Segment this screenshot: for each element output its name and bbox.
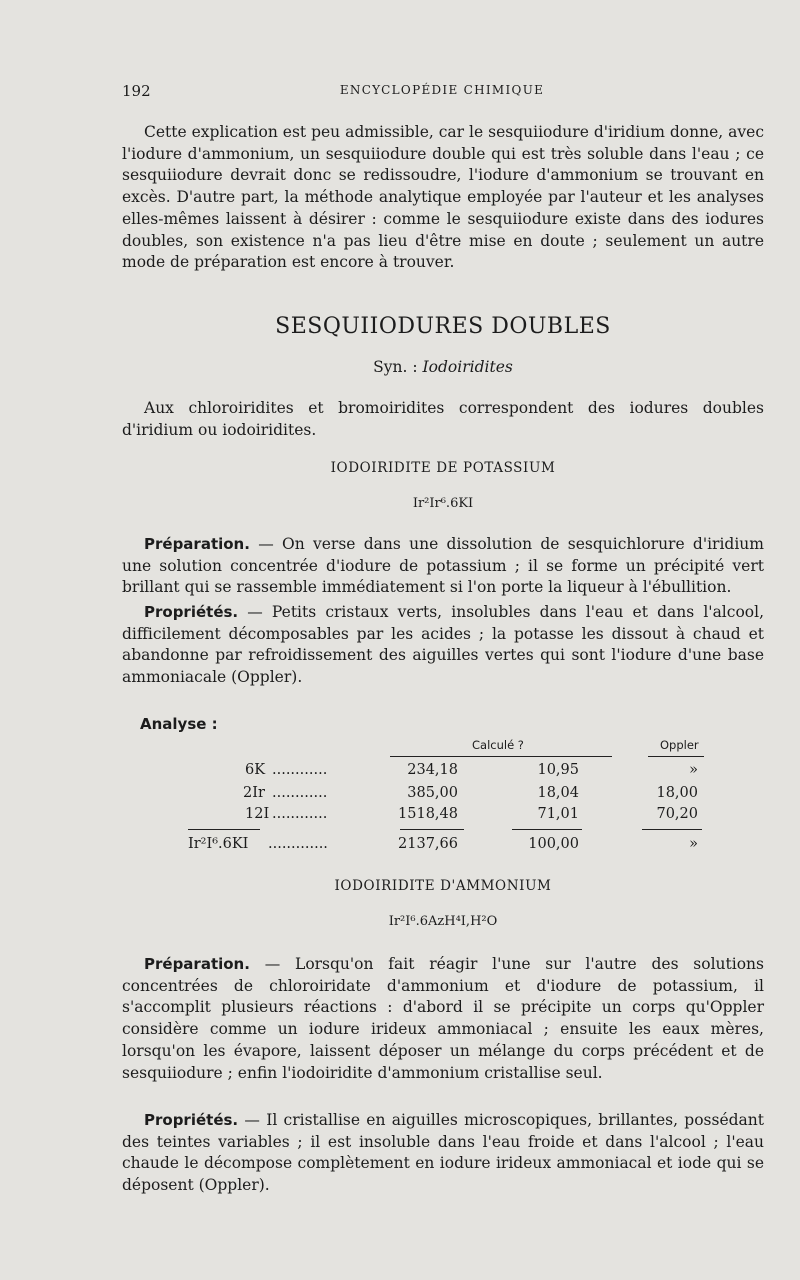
total-element: Ir²I⁶.6KI: [188, 836, 249, 852]
properties-text: — Il cristallise en aiguilles microscopiques, brillantes, possédant des teintes variables ; il est insoluble dans l'eau froide et dans l'alcool ; l'eau chaude le décompose complètement en iodure irideux ammoniacal et iode qui se déposent (Oppler).: [122, 1111, 764, 1195]
calcule-brace-rule: [390, 756, 612, 757]
potassium-properties: [122, 602, 764, 689]
properties-text: — Petits cristaux verts, insolubles dans l'eau et dans l'alcool, difficilement décomposables par les acides ; la potasse les dissout à chaud et abandonne par refroidissement des aiguilles vertes qui sont l'iodure d'une base ammoniacale (Oppler).: [122, 603, 764, 687]
potassium-title: IODOIRIDITE DE POTASSIUM: [330, 460, 556, 476]
potassium-formula: Ir²Ir⁶.6KI: [412, 496, 474, 511]
ammonium-title: IODOIRIDITE D'AMMONIUM: [334, 878, 552, 894]
row-calc: 385,00: [407, 785, 458, 801]
sum-rule-element: [188, 829, 260, 830]
preparation-label: Préparation.: [144, 535, 250, 553]
total-oppler: »: [689, 836, 698, 852]
total-calc: 2137,66: [398, 836, 458, 852]
row-pct: 71,01: [537, 806, 579, 822]
column-header-calcule: Calculé ?: [472, 738, 524, 752]
section-intro: Aux chloroiridites et bromoiridites correspondent des iodures doubles d'iridium ou iodoiridites.: [122, 399, 764, 439]
preparation-label: Préparation.: [144, 955, 250, 973]
row-oppler: »: [689, 762, 698, 778]
row-dots: ............: [272, 762, 328, 778]
total-dots: .............: [268, 836, 328, 852]
page-header: [122, 82, 762, 104]
row-calc: 234,18: [407, 762, 458, 778]
sum-rule-pct: [512, 829, 582, 830]
sum-rule-oppler: [642, 829, 702, 830]
synonym-value: Iodoiridites: [422, 358, 513, 376]
total-pct: 100,00: [528, 836, 579, 852]
potassium-preparation: [122, 534, 764, 599]
properties-label: Propriétés.: [144, 1111, 239, 1129]
ammonium-properties: [122, 1110, 764, 1197]
ammonium-preparation: [122, 954, 764, 1084]
ammonium-formula: Ir²I⁶.6AzH⁴I,H²O: [388, 914, 498, 929]
properties-label: Propriétés.: [144, 603, 239, 621]
synonym-line: [122, 358, 764, 376]
page-number: 192: [122, 82, 151, 100]
section-title: SESQUIIODURES DOUBLES: [275, 314, 611, 339]
intro-paragraph: Cette explication est peu admissible, car le sesquiiodure d'iridium donne, avec l'iodure d'ammonium, un sesquiiodure double qui est très soluble dans l'eau ; ce sesquiiodure devrait donc se redissoudre, l'iodure d'ammonium se trouvant en excès. D'autre part, la méthode analytique employée par l'auteur et les analyses elles-mêmes laissent à désirer : comme le sesquiiodure existe dans des iodures doubles, son existence n'a pas lieu d'être mise en doute ; seulement un autre mode de préparation est encore à trouver.: [122, 123, 764, 272]
row-oppler: 70,20: [656, 806, 698, 822]
running-title: ENCYCLOPÉDIE CHIMIQUE: [339, 83, 545, 97]
column-header-oppler: Oppler: [660, 738, 699, 752]
analyse-label: Analyse :: [140, 715, 218, 733]
synonym-label: Syn. :: [373, 358, 418, 376]
row-dots: ............: [272, 806, 328, 822]
row-calc: 1518,48: [398, 806, 458, 822]
row-element: 6K: [245, 762, 266, 778]
row-oppler: 18,00: [656, 785, 698, 801]
row-element: 12I: [245, 806, 270, 822]
preparation-text: — Lorsqu'on fait réagir l'une sur l'autre des solutions concentrées de chloroiridate d'ammonium et d'iodure de potassium, il s'accomplit plusieurs réactions : d'abord il se précipite un corps qu'Oppler considère comme un iodure irideux ammoniacal ; ensuite les eaux mères, lorsqu'on les évapore, laissent déposer un mélange du corps précédent et de sesquiiodure ; enfin l'iodoiridite d'ammonium cristallise seul.: [122, 955, 764, 1082]
sum-rule-calc: [400, 829, 464, 830]
row-dots: ............: [272, 785, 328, 801]
oppler-brace-rule: [648, 756, 704, 757]
row-element: 2Ir: [243, 785, 265, 801]
row-pct: 10,95: [537, 762, 579, 778]
row-pct: 18,04: [537, 785, 579, 801]
preparation-text: — On verse dans une dissolution de sesquichlorure d'iridium une solution concentrée d'iodure de potassium ; il se forme un précipité vert brillant qui se rassemble immédiatement si l'on porte la liqueur à l'ébullition.: [122, 535, 764, 597]
